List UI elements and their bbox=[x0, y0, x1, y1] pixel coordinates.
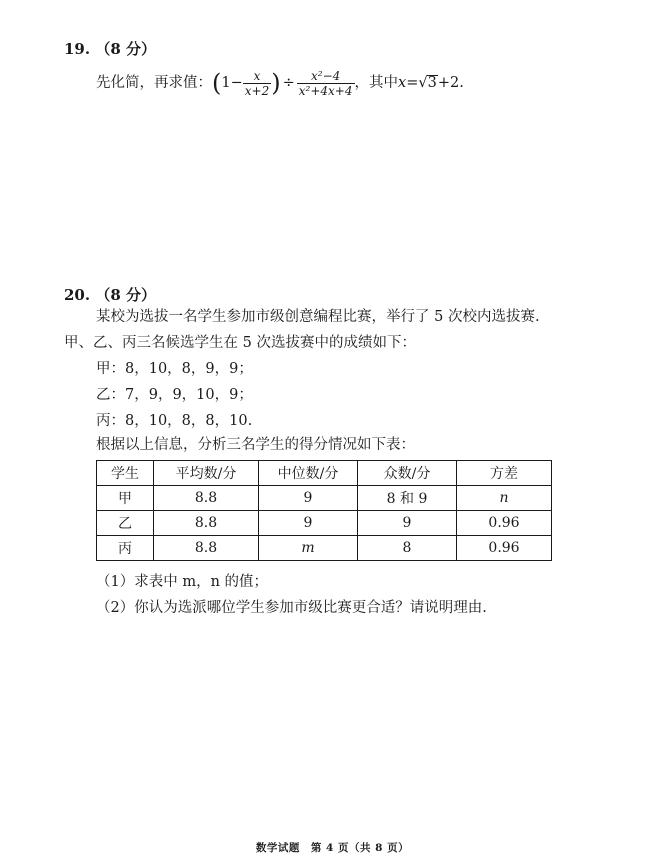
sub-question-2: （2）你认为选派哪位学生参加市级比赛更合适？请说明理由. bbox=[96, 600, 487, 616]
table-header-row bbox=[97, 461, 552, 486]
q19-where: ，其中 bbox=[354, 74, 398, 91]
fraction-1-numerator: x bbox=[253, 68, 261, 83]
header-cell: 学生 bbox=[97, 461, 154, 486]
q19-x: x bbox=[398, 74, 407, 91]
table-cell: 0.96 bbox=[457, 536, 552, 561]
header-cell: 方差 bbox=[457, 461, 552, 486]
q19-expression bbox=[96, 58, 464, 108]
table-cell: 乙 bbox=[97, 511, 154, 536]
table-cell: m bbox=[259, 536, 358, 561]
fraction-2-numerator: x²−4 bbox=[310, 68, 341, 83]
fraction-1 bbox=[243, 70, 271, 97]
table-cell: 丙 bbox=[97, 536, 154, 561]
table-cell: 8.8 bbox=[154, 511, 259, 536]
q20-number: 20. bbox=[64, 286, 91, 304]
sub-question-1: （1）求表中 m，n 的值； bbox=[96, 574, 269, 590]
analysis-line: 根据以上信息，分析三名学生的得分情况如下表： bbox=[96, 437, 415, 453]
right-paren: ) bbox=[271, 69, 281, 97]
table-cell: 8 和 9 bbox=[358, 486, 457, 511]
table-cell: 8.8 bbox=[154, 536, 259, 561]
table-cell: 9 bbox=[259, 486, 358, 511]
table-cell: 8 bbox=[358, 536, 457, 561]
q20-header bbox=[64, 284, 156, 305]
left-paren: ( bbox=[212, 69, 222, 97]
table-row bbox=[97, 536, 552, 561]
scores-jia: 甲：8，10，8，9，9； bbox=[96, 361, 253, 377]
table-row bbox=[97, 511, 552, 536]
sqrt-radicand: 3 bbox=[427, 75, 437, 92]
fraction-1-denominator: x+2 bbox=[244, 83, 270, 98]
scores-yi: 乙：7，9，9，10，9； bbox=[96, 387, 253, 403]
header-cell: 众数/分 bbox=[358, 461, 457, 486]
scores-bing: 丙：8，10，8，8，10. bbox=[96, 413, 253, 429]
table-cell: n bbox=[457, 486, 552, 511]
table-cell: 8.8 bbox=[154, 486, 259, 511]
table-row bbox=[97, 486, 552, 511]
q19-points: （8 分） bbox=[95, 40, 157, 58]
q19-minus: − bbox=[230, 74, 243, 91]
q20-intro-line1: 某校为选拔一名学生参加市级创意编程比赛，举行了 5 次校内选拔赛. bbox=[96, 309, 540, 325]
table-cell: 甲 bbox=[97, 486, 154, 511]
score-analysis-table bbox=[96, 460, 552, 561]
page-footer: 数学试题 第 4 页（共 8 页） bbox=[255, 842, 410, 854]
q20-intro-line2: 甲、乙、丙三名候选学生在 5 次选拔赛中的成绩如下： bbox=[64, 335, 416, 351]
q19-prompt: 先化简，再求值： bbox=[96, 74, 212, 91]
table-cell: 9 bbox=[358, 511, 457, 536]
q19-one: 1 bbox=[221, 74, 231, 91]
q19-number: 19. bbox=[64, 40, 91, 58]
fraction-2 bbox=[297, 70, 355, 97]
q19-divide: ÷ bbox=[282, 74, 295, 91]
q19-tail: +2. bbox=[437, 74, 464, 91]
table-cell: 9 bbox=[259, 511, 358, 536]
q19-eq: = bbox=[406, 74, 419, 91]
q19-header bbox=[64, 38, 156, 59]
table-cell: 0.96 bbox=[457, 511, 552, 536]
q20-points: （8 分） bbox=[95, 286, 157, 304]
fraction-2-denominator: x²+4x+4 bbox=[298, 83, 353, 98]
sqrt-symbol: √ bbox=[418, 74, 428, 91]
header-cell: 中位数/分 bbox=[259, 461, 358, 486]
header-cell: 平均数/分 bbox=[154, 461, 259, 486]
